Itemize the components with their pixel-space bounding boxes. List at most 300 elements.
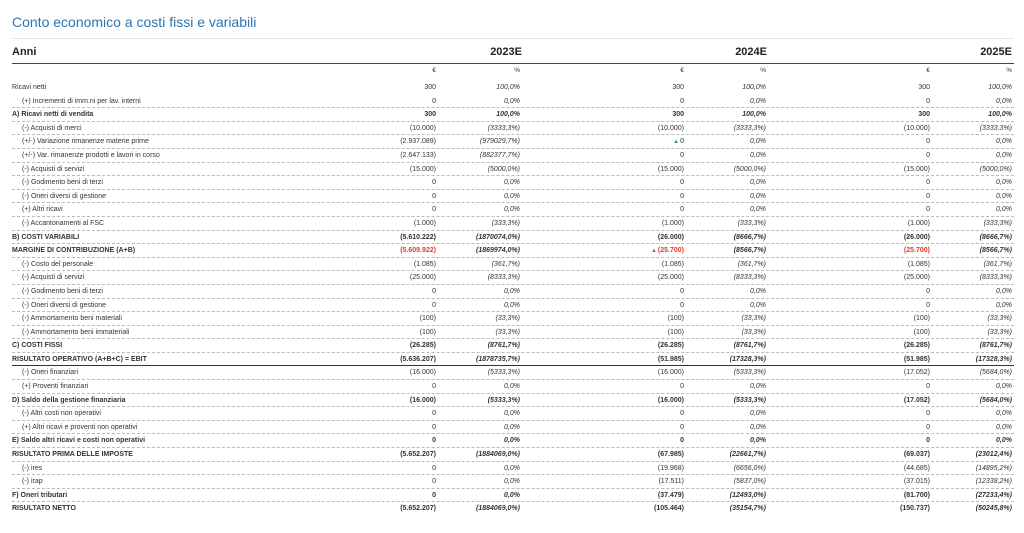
cell-text: (51.985) xyxy=(657,355,684,363)
table-row xyxy=(12,244,1014,258)
value-cell xyxy=(594,353,684,367)
cell-text: (2.937.089) xyxy=(400,138,436,146)
cell-text: (10.000) xyxy=(903,124,930,132)
value-cell xyxy=(594,176,684,190)
percent-cell xyxy=(922,394,1012,408)
cell-text: (19.968) xyxy=(657,464,684,472)
cell-text: 0,0% xyxy=(504,437,520,445)
cell-text: (8333,3%) xyxy=(487,274,520,282)
value-cell xyxy=(346,448,436,462)
cell-text: (17328,3%) xyxy=(975,355,1012,363)
value-cell xyxy=(594,217,684,231)
percent-cell xyxy=(922,231,1012,245)
value-cell xyxy=(594,95,684,109)
value-cell xyxy=(594,244,684,258)
value-cell xyxy=(840,285,930,299)
row-label: A) Ricavi netti di vendita xyxy=(12,111,94,119)
cell-text: (100) xyxy=(667,328,684,336)
value-cell xyxy=(346,380,436,394)
percent-cell xyxy=(676,339,766,353)
value-cell xyxy=(840,421,930,435)
cell-text: (1.085) xyxy=(907,260,930,268)
value-cell xyxy=(346,95,436,109)
value-cell xyxy=(840,244,930,258)
cell-text: 0,0% xyxy=(504,410,520,418)
value-cell xyxy=(346,434,436,448)
cell-text: (5684,0%) xyxy=(979,369,1012,377)
cell-text: (25.000) xyxy=(409,274,436,282)
value-cell xyxy=(594,108,684,122)
percent-cell xyxy=(676,434,766,448)
percent-cell xyxy=(676,108,766,122)
cell-text: (5.652.207) xyxy=(400,451,436,459)
cell-text: (5.652.207) xyxy=(400,505,436,513)
value-cell xyxy=(346,217,436,231)
table-row xyxy=(12,258,1014,272)
value-cell xyxy=(346,366,436,380)
cell-text: (27233,4%) xyxy=(975,491,1012,499)
cell-text: 100,0% xyxy=(988,84,1012,91)
cell-text: (37.015) xyxy=(903,478,930,486)
row-label: (-) Oneri diversi di gestione xyxy=(22,192,107,200)
cell-text: (33,3%) xyxy=(741,328,766,336)
cell-text: 0,0% xyxy=(750,287,766,295)
value-cell xyxy=(840,489,930,503)
cell-text: (1870074,0%) xyxy=(476,233,520,241)
cell-text: (8666,7%) xyxy=(733,233,766,241)
income-statement-table xyxy=(12,81,1014,516)
percent-cell xyxy=(922,421,1012,435)
cell-text: (361,7%) xyxy=(491,260,520,268)
cell-text: 0 xyxy=(432,437,436,445)
row-label: D) Saldo della gestione finanziaria xyxy=(12,396,126,404)
cell-text: 0 xyxy=(680,179,684,187)
percent-cell xyxy=(922,258,1012,272)
value-cell xyxy=(346,149,436,163)
percent-cell xyxy=(430,135,520,149)
percent-cell xyxy=(922,244,1012,258)
row-label: (-) ires xyxy=(22,464,43,472)
cell-text: (1884069,0%) xyxy=(476,505,520,513)
cell-text: 0 xyxy=(680,301,684,309)
value-cell xyxy=(594,149,684,163)
cell-text: 100,0% xyxy=(742,84,766,91)
table-row xyxy=(12,448,1014,462)
table-row xyxy=(12,394,1014,408)
value-cell xyxy=(346,394,436,408)
table-row xyxy=(12,95,1014,109)
cell-text: (14895,2%) xyxy=(975,464,1012,472)
cell-text: (8333,3%) xyxy=(733,274,766,282)
percent-cell xyxy=(430,326,520,340)
table-row xyxy=(12,108,1014,122)
row-label: (-) Acquisti di servizi xyxy=(22,274,85,282)
percent-cell xyxy=(430,312,520,326)
cell-text: 0 xyxy=(432,383,436,391)
percent-cell xyxy=(676,231,766,245)
value-cell xyxy=(346,231,436,245)
cell-text: (16.000) xyxy=(657,369,684,377)
percent-cell xyxy=(430,95,520,109)
percent-cell xyxy=(922,95,1012,109)
cell-text: 100,0% xyxy=(988,111,1012,119)
cell-text: (3333,3%) xyxy=(979,124,1012,132)
cell-text: 0,0% xyxy=(504,287,520,295)
percent-cell xyxy=(430,366,520,380)
percent-cell xyxy=(430,421,520,435)
value-cell xyxy=(346,176,436,190)
cell-text: (23012,4%) xyxy=(975,451,1012,459)
value-cell xyxy=(346,407,436,421)
cell-text: 0,0% xyxy=(504,192,520,200)
cell-text: 0,0% xyxy=(750,301,766,309)
value-cell xyxy=(594,407,684,421)
cell-text: (8333,3%) xyxy=(979,274,1012,282)
cell-text: 0 xyxy=(926,437,930,445)
percent-cell xyxy=(922,312,1012,326)
value-cell xyxy=(346,502,436,516)
cell-text: 0 xyxy=(432,97,436,105)
percent-cell xyxy=(922,176,1012,190)
value-cell xyxy=(346,339,436,353)
cell-text: (333,3%) xyxy=(737,219,766,227)
cell-text: (1.000) xyxy=(661,219,684,227)
value-cell xyxy=(840,312,930,326)
cell-text: 0 xyxy=(926,97,930,105)
unit-euro-2023: € xyxy=(432,67,436,74)
cell-text: (5000,0%) xyxy=(487,165,520,173)
percent-cell xyxy=(676,135,766,149)
percent-cell xyxy=(430,448,520,462)
cell-text: 0 xyxy=(680,423,684,431)
cell-text: 0,0% xyxy=(504,97,520,105)
value-cell xyxy=(840,339,930,353)
cell-text: 0 xyxy=(926,410,930,418)
row-label: (-) Oneri finanziari xyxy=(22,369,79,377)
cell-text: 0,0% xyxy=(750,410,766,418)
cell-text: (1.000) xyxy=(907,219,930,227)
cell-text: 0,0% xyxy=(504,464,520,472)
cell-text: 0 xyxy=(432,478,436,486)
cell-text: (5000,0%) xyxy=(733,165,766,173)
percent-cell xyxy=(430,190,520,204)
percent-cell xyxy=(676,475,766,489)
value-cell xyxy=(840,81,930,95)
cell-text: (26.285) xyxy=(409,342,436,350)
value-cell xyxy=(346,421,436,435)
row-label: (-) Acquisti di merci xyxy=(22,124,82,132)
value-cell xyxy=(594,366,684,380)
cell-text: (150.737) xyxy=(900,505,930,513)
cell-text: 0 xyxy=(926,423,930,431)
cell-text: (50245,8%) xyxy=(975,505,1012,513)
percent-cell xyxy=(922,285,1012,299)
row-label: F) Oneri tributari xyxy=(12,491,68,499)
row-label: MARGINE DI CONTRIBUZIONE (A+B) xyxy=(12,247,136,255)
cell-text: (1878735,7%) xyxy=(476,355,520,363)
cell-text: (17.052) xyxy=(903,396,930,404)
table-row xyxy=(12,231,1014,245)
cell-text: (12493,0%) xyxy=(729,491,766,499)
percent-cell xyxy=(922,339,1012,353)
percent-cell xyxy=(430,176,520,190)
row-label: Ricavi netti xyxy=(12,84,47,91)
row-label: (-) Costo del personale xyxy=(22,260,94,268)
row-label: (-) Acquisti di servizi xyxy=(22,165,85,173)
table-row xyxy=(12,203,1014,217)
table-row xyxy=(12,81,1014,95)
table-row xyxy=(12,217,1014,231)
value-cell xyxy=(840,380,930,394)
value-cell xyxy=(840,353,930,367)
percent-cell xyxy=(922,448,1012,462)
cell-text: (33,3%) xyxy=(741,315,766,323)
value-cell xyxy=(346,489,436,503)
cell-text: (8761,7%) xyxy=(733,342,766,350)
percent-cell xyxy=(676,163,766,177)
table-row xyxy=(12,489,1014,503)
cell-text: (979029,7%) xyxy=(479,138,520,146)
cell-text: 300 xyxy=(424,84,436,91)
cell-text: 0 xyxy=(680,138,684,146)
value-cell xyxy=(840,299,930,313)
cell-text: 0 xyxy=(680,151,684,159)
cell-text: 0 xyxy=(926,383,930,391)
cell-text: (10.000) xyxy=(657,124,684,132)
percent-cell xyxy=(922,299,1012,313)
value-cell xyxy=(346,475,436,489)
percent-cell xyxy=(922,353,1012,367)
header-divider xyxy=(12,63,1014,64)
percent-cell xyxy=(676,299,766,313)
cell-text: 0,0% xyxy=(996,437,1012,445)
cell-text: 0 xyxy=(432,491,436,499)
cell-text: (361,7%) xyxy=(737,260,766,268)
cell-text: 0 xyxy=(432,301,436,309)
cell-text: 0,0% xyxy=(504,383,520,391)
percent-cell xyxy=(922,122,1012,136)
percent-cell xyxy=(430,231,520,245)
cell-text: 0,0% xyxy=(504,423,520,431)
value-cell xyxy=(594,81,684,95)
percent-cell xyxy=(676,380,766,394)
cell-text: (67.985) xyxy=(657,451,684,459)
row-label: (+) Proventi finanziari xyxy=(22,383,89,391)
value-cell xyxy=(840,163,930,177)
value-cell xyxy=(346,190,436,204)
cell-text: 0,0% xyxy=(996,383,1012,391)
row-label: E) Saldo altri ricavi e costi non operativi xyxy=(12,437,146,445)
cell-text: 0,0% xyxy=(750,138,766,146)
cell-text: 0 xyxy=(926,287,930,295)
percent-cell xyxy=(430,108,520,122)
cell-text: (5.636.207) xyxy=(400,355,436,363)
value-cell xyxy=(840,366,930,380)
value-cell xyxy=(594,135,684,149)
percent-cell xyxy=(922,203,1012,217)
cell-text: 300 xyxy=(672,111,684,119)
percent-cell xyxy=(676,285,766,299)
cell-text: 0,0% xyxy=(996,179,1012,187)
percent-cell xyxy=(922,434,1012,448)
cell-text: (35154,7%) xyxy=(729,505,766,513)
cell-text: (17328,3%) xyxy=(729,355,766,363)
cell-text: (100) xyxy=(913,315,930,323)
percent-cell xyxy=(922,475,1012,489)
row-label: (+) Altri ricavi e proventi non operativi xyxy=(22,423,138,431)
percent-cell xyxy=(430,285,520,299)
cell-text: (26.000) xyxy=(903,233,930,241)
percent-cell xyxy=(430,203,520,217)
percent-cell xyxy=(430,122,520,136)
percent-cell xyxy=(676,217,766,231)
cell-text: (69.037) xyxy=(903,451,930,459)
value-cell xyxy=(840,448,930,462)
value-cell xyxy=(840,407,930,421)
row-label: (+/-) Variazione rimanenze materie prime xyxy=(22,138,149,146)
table-row xyxy=(12,122,1014,136)
cell-text: (16.000) xyxy=(409,396,436,404)
value-cell xyxy=(594,489,684,503)
cell-text: (25.000) xyxy=(903,274,930,282)
row-label: (-) Accantonamenti al FSC xyxy=(22,219,105,227)
cell-text: (3333,3%) xyxy=(487,124,520,132)
value-cell xyxy=(840,95,930,109)
table-row xyxy=(12,366,1014,380)
value-cell xyxy=(594,380,684,394)
percent-cell xyxy=(430,258,520,272)
row-label: C) COSTI FISSI xyxy=(12,342,63,350)
cell-text: (3333,3%) xyxy=(733,124,766,132)
cell-text: (17.511) xyxy=(658,478,684,486)
unit-percent-2023: % xyxy=(514,67,520,74)
value-cell xyxy=(346,271,436,285)
cell-text: (100) xyxy=(913,328,930,336)
row-label: (-) Godimento beni di terzi xyxy=(22,287,103,295)
value-cell xyxy=(840,475,930,489)
value-cell xyxy=(346,244,436,258)
value-cell xyxy=(840,135,930,149)
cell-text: (15.000) xyxy=(409,165,436,173)
value-cell xyxy=(594,434,684,448)
cell-text: (1884069,0%) xyxy=(476,451,520,459)
cell-text: 100,0% xyxy=(496,84,520,91)
value-cell xyxy=(594,190,684,204)
percent-cell xyxy=(430,394,520,408)
value-cell xyxy=(840,176,930,190)
cell-text: 0 xyxy=(432,423,436,431)
cell-text: 0 xyxy=(926,206,930,214)
value-cell xyxy=(840,502,930,516)
cell-text: 0 xyxy=(926,138,930,146)
cell-text: (8566,7%) xyxy=(979,247,1012,255)
cell-text: 0 xyxy=(680,206,684,214)
percent-cell xyxy=(922,502,1012,516)
table-row xyxy=(12,190,1014,204)
cell-text: (33,3%) xyxy=(987,315,1012,323)
percent-cell xyxy=(676,258,766,272)
value-cell xyxy=(840,462,930,476)
percent-cell xyxy=(430,462,520,476)
table-row xyxy=(12,421,1014,435)
year-header-2024: 2024E xyxy=(735,46,767,58)
cell-text: 100,0% xyxy=(742,111,766,119)
cell-text: 0,0% xyxy=(996,206,1012,214)
percent-cell xyxy=(922,380,1012,394)
percent-cell xyxy=(676,190,766,204)
row-label: RISULTATO OPERATIVO (A+B+C) = EBIT xyxy=(12,355,147,363)
percent-cell xyxy=(430,149,520,163)
percent-cell xyxy=(676,326,766,340)
table-row xyxy=(12,339,1014,353)
cell-text: (5000,0%) xyxy=(979,165,1012,173)
cell-text: 0 xyxy=(432,192,436,200)
percent-cell xyxy=(922,366,1012,380)
cell-text: (100) xyxy=(419,328,436,336)
cell-text: (882377,7%) xyxy=(479,151,520,159)
percent-cell xyxy=(430,81,520,95)
year-header-2025: 2025E xyxy=(980,46,1012,58)
table-row xyxy=(12,271,1014,285)
row-label: RISULTATO PRIMA DELLE IMPOSTE xyxy=(12,451,133,459)
cell-text: 0,0% xyxy=(750,97,766,105)
cell-text: (33,3%) xyxy=(495,328,520,336)
cell-text: (1.000) xyxy=(413,219,436,227)
percent-cell xyxy=(676,244,766,258)
up-arrow-icon: ▲ xyxy=(673,139,680,146)
cell-text: (5333,3%) xyxy=(487,369,520,377)
cell-text: 0 xyxy=(926,179,930,187)
value-cell xyxy=(594,258,684,272)
cell-text: 0,0% xyxy=(996,301,1012,309)
cell-text: 0,0% xyxy=(996,138,1012,146)
cell-text: 0 xyxy=(680,97,684,105)
cell-text: 0,0% xyxy=(996,192,1012,200)
cell-text: 0 xyxy=(432,287,436,295)
value-cell xyxy=(840,149,930,163)
cell-text: 0,0% xyxy=(750,179,766,187)
cell-text: (5.610.222) xyxy=(400,233,436,241)
value-cell xyxy=(594,475,684,489)
cell-text: (1869974,0%) xyxy=(476,247,520,255)
cell-text: 0,0% xyxy=(996,410,1012,418)
cell-text: 0 xyxy=(432,206,436,214)
percent-cell xyxy=(430,339,520,353)
percent-cell xyxy=(676,95,766,109)
table-row xyxy=(12,462,1014,476)
percent-cell xyxy=(676,149,766,163)
value-cell xyxy=(840,108,930,122)
cell-text: 0,0% xyxy=(750,151,766,159)
row-label: (-) Ammortamento beni materiali xyxy=(22,315,122,323)
percent-cell xyxy=(922,271,1012,285)
percent-cell xyxy=(430,353,520,367)
cell-text: (8566,7%) xyxy=(733,247,766,255)
years-label: Anni xyxy=(12,46,37,58)
value-cell xyxy=(840,271,930,285)
cell-text: (25.700) xyxy=(903,247,930,255)
percent-cell xyxy=(430,502,520,516)
table-row xyxy=(12,502,1014,516)
row-label: (-) Altri costi non operativi xyxy=(22,410,101,418)
percent-cell xyxy=(676,489,766,503)
cell-text: 300 xyxy=(918,111,930,119)
cell-text: 0 xyxy=(432,410,436,418)
row-label: (+/-) Var. rimanenze prodotti e lavori in corso xyxy=(22,151,160,159)
cell-text: (5684,0%) xyxy=(979,396,1012,404)
up-arrow-icon: ▲ xyxy=(650,248,657,255)
unit-percent-2025: % xyxy=(1006,67,1012,74)
